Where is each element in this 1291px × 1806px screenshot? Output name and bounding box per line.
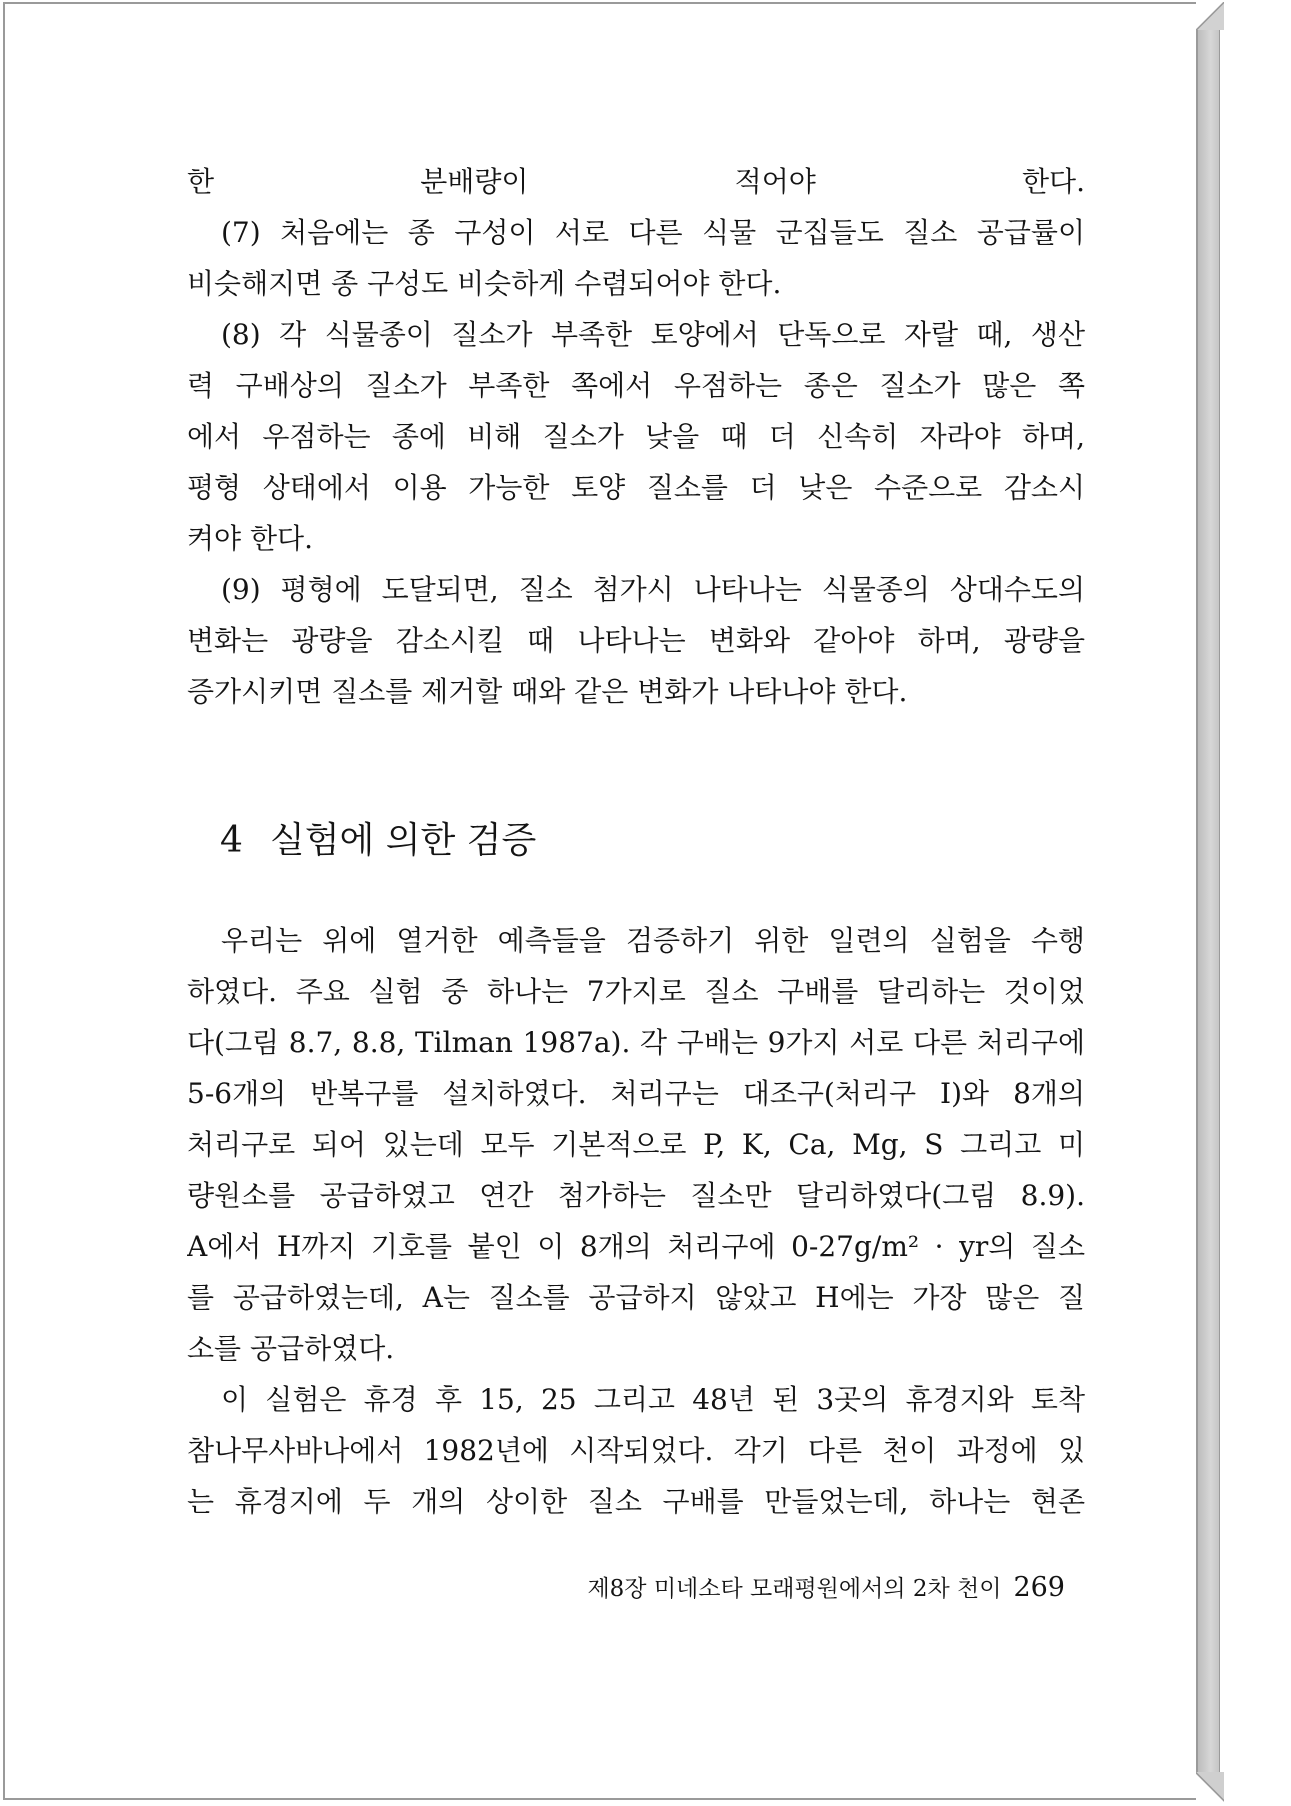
text-line: (7) 처음에는 종 구성이 서로 다른 식물 군집들도 질소 공급률이 [221,216,1085,249]
page-stack-edge [1198,4,1220,1800]
text-line: 5-6개의 반복구를 설치하였다. 처리구는 대조구(처리구 I)와 8개의 [187,1077,1085,1110]
text-block-experiment [187,915,1085,1527]
text-line: 이 실험은 휴경 후 15, 25 그리고 48년 된 3곳의 휴경지와 토착 [221,1383,1085,1416]
text-line: 우리는 위에 열거한 예측들을 검증하기 위한 일련의 실험을 수행 [221,924,1085,957]
section-number: 4 [220,820,243,861]
text-line: (9) 평형에 도달되면, 질소 첨가시 나타나는 식물종의 상대수도의 [221,573,1085,606]
text-line: 하였다. 주요 실험 중 하나는 7가지로 질소 구배를 달리하는 것이었 [187,975,1085,1008]
text-line: 는 휴경지에 두 개의 상이한 질소 구배를 만들었는데, 하나는 현존 [187,1485,1085,1518]
text-line: 증가시키면 질소를 제거할 때와 같은 변화가 나타나야 한다. [187,675,908,708]
text-line: 력 구배상의 질소가 부족한 쪽에서 우점하는 종은 질소가 많은 쪽 [187,369,1085,402]
page-corner-bottom [1196,1772,1224,1802]
text-block-predictions [187,156,1085,717]
section-title: 실험에 의한 검증 [270,820,537,861]
text-line: 에서 우점하는 종에 비해 질소가 낮을 때 더 신속히 자라야 하며, [187,420,1085,453]
page-number: 269 [1013,1572,1065,1603]
text-line: 다(그림 8.7, 8.8, Tilman 1987a). 각 구배는 9가지 서로 다른 처리구에 [187,1026,1085,1059]
text-line: 량원소를 공급하였고 연간 첨가하는 질소만 달리하였다(그림 8.9). [187,1179,1085,1212]
text-line: 비슷해지면 종 구성도 비슷하게 수렴되어야 한다. [187,267,782,300]
chapter-title: 제8장 미네소타 모래평원에서의 2차 천이 [587,1576,1002,1602]
text-line: (8) 각 식물종이 질소가 부족한 토양에서 단독으로 자랄 때, 생산 [221,318,1085,351]
text-line: 변화는 광량을 감소시킬 때 나타나는 변화와 같아야 하며, 광량을 [187,624,1085,657]
text-line: 한 분배량이 적어야 한다. [187,165,1085,198]
text-line: 소를 공급하였다. [187,1332,395,1365]
page-sheet [3,2,1198,1800]
page-corner-top [1196,2,1224,30]
text-line: 를 공급하였는데, A는 질소를 공급하지 않았고 H에는 가장 많은 질 [187,1281,1085,1314]
section-heading [220,812,536,863]
text-line: 켜야 한다. [187,522,313,555]
running-footer [535,1570,1065,1603]
text-line: A에서 H까지 기호를 붙인 이 8개의 처리구에 0-27g/m² · yr의 질소 [187,1230,1085,1263]
text-line: 참나무사바나에서 1982년에 시작되었다. 각기 다른 천이 과정에 있 [187,1434,1085,1467]
text-line: 평형 상태에서 이용 가능한 토양 질소를 더 낮은 수준으로 감소시 [187,471,1085,504]
text-line: 처리구로 되어 있는데 모두 기본적으로 P, K, Ca, Mg, S 그리고 미 [187,1128,1085,1161]
